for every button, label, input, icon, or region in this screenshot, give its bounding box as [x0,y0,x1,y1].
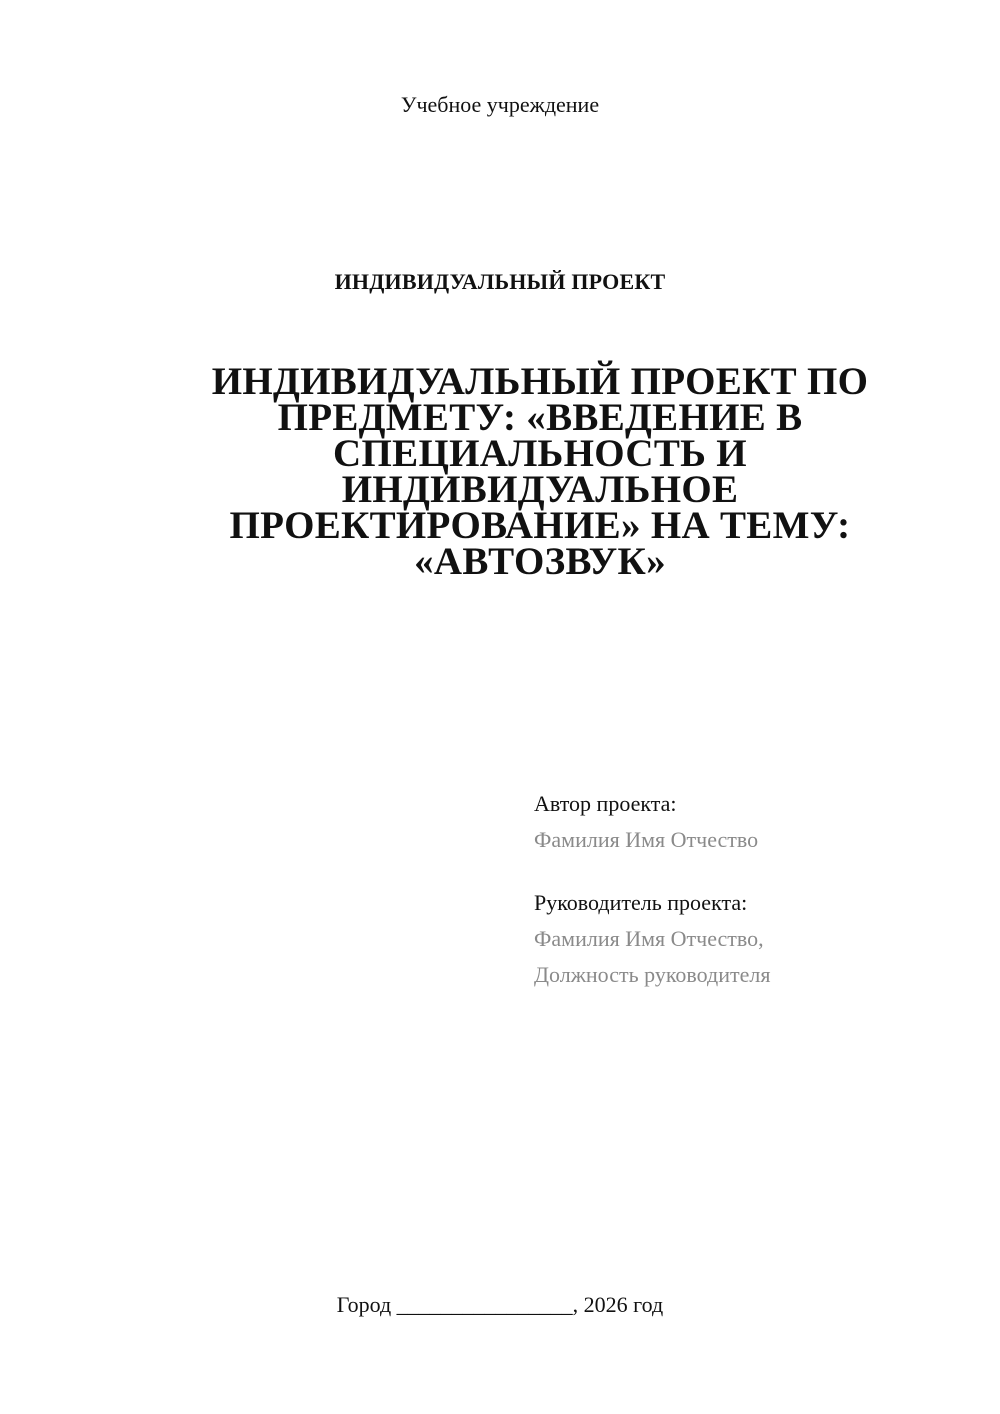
project-title [190,360,890,583]
title-line: СПЕЦИАЛЬНОСТЬ И [333,432,747,475]
supervisor-name: Фамилия Имя Отчество, [534,926,764,951]
title-line: ИНДИВИДУАЛЬНОЕ [341,468,739,511]
author-name: Фамилия Имя Отчество [534,827,759,852]
institution-name: Учебное учреждение [400,92,600,117]
supervisor-position: Должность руководителя [534,962,771,987]
title-line: «АВТОЗВУК» [414,540,666,583]
supervisor-label: Руководитель проекта: [534,890,748,915]
city-year-line: Город ________________, 2026 год [336,1292,664,1317]
title-line: ИНДИВИДУАЛЬНЫЙ ПРОЕКТ ПО [211,360,869,403]
spacer [534,858,974,885]
author-label: Автор проекта: [534,791,677,816]
project-people-block [534,786,974,993]
project-type-heading: ИНДИВИДУАЛЬНЫЙ ПРОЕКТ [334,269,666,294]
title-line: ПРОЕКТИРОВАНИЕ» НА ТЕМУ: [229,504,851,547]
title-line: ПРЕДМЕТУ: «ВВЕДЕНИЕ В [277,396,803,439]
